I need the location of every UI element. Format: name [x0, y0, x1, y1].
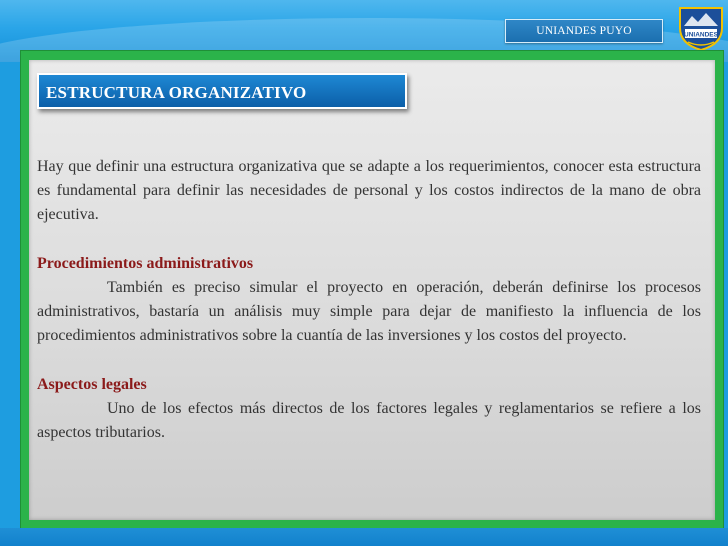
slide-title: ESTRUCTURA ORGANIZATIVO [37, 73, 407, 109]
section-procedimientos [37, 252, 701, 349]
section-body: Uno de los efectos más directos de los factores legales y reglamentarios se refiere a los aspectos tributarios. [37, 400, 701, 442]
institution-tag: UNIANDES PUYO [505, 19, 663, 43]
intro-paragraph: Hay que definir una estructura organizativa que se adapte a los requerimientos, conocer esta estructura es fundamental para definir las necesidades de personal y los costos indirectos de la mano de obra ejecutiva. [37, 158, 701, 224]
slide-content [37, 155, 701, 470]
footer-bar [0, 528, 728, 546]
section-aspectos-legales [37, 373, 701, 446]
section-heading: Aspectos legales [37, 375, 147, 393]
section-heading: Procedimientos administrativos [37, 254, 254, 272]
logo-text: UNIANDES [684, 31, 718, 39]
section-body: También es preciso simular el proyecto en operación, deberán definirse los procesos administrativos, bastaría un análisis muy simple para dejar de manifiesto la influencia de los procedimientos administrativos sobre la cuantía de las inversiones y los costos del proyecto. [37, 279, 701, 345]
uniandes-crest-icon [676, 2, 726, 52]
